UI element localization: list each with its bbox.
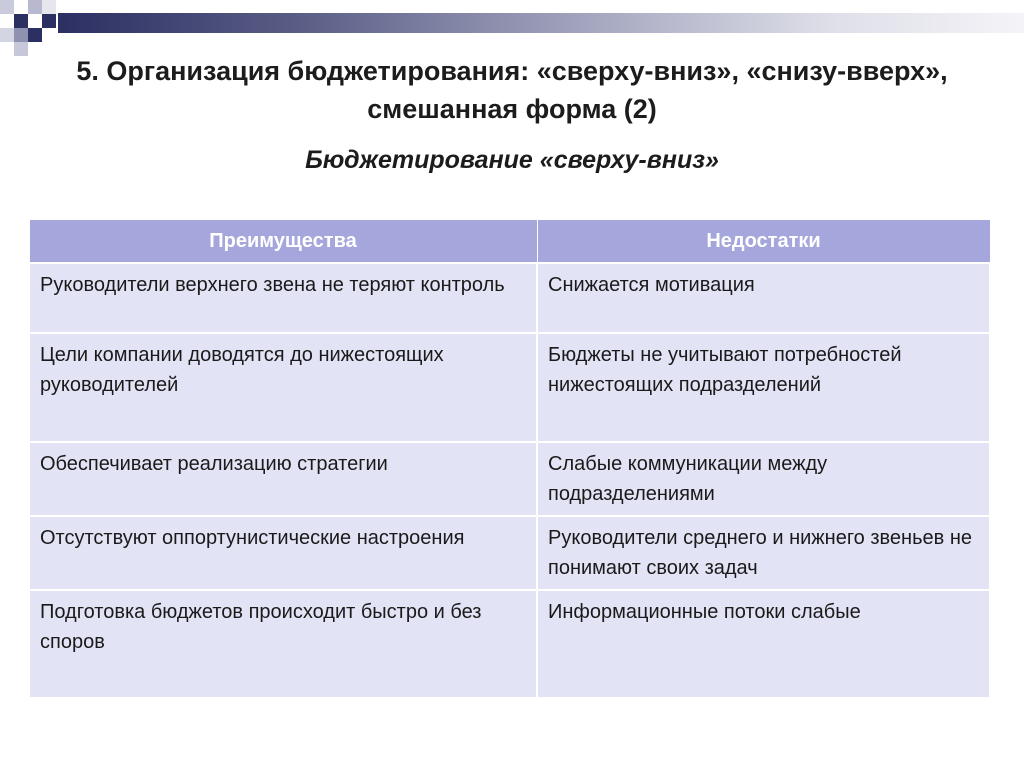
advantage-cell: Подготовка бюджетов происходит быстро и без споров (29, 590, 537, 698)
advantage-cell: Руководители верхнего звена не теряют контроль (29, 263, 537, 333)
table-row (29, 516, 990, 590)
table-row (29, 442, 990, 516)
disadvantage-cell: Слабые коммуникации между подразделениями (537, 442, 990, 516)
table-row (29, 333, 990, 442)
disadvantage-cell: Бюджеты не учитывают потребностей нижестоящих подразделений (537, 333, 990, 442)
deco-square (28, 14, 42, 28)
deco-square (14, 14, 28, 28)
header-advantages: Преимущества (29, 220, 537, 264)
header-disadvantages: Недостатки (537, 220, 990, 264)
disadvantage-cell: Руководители среднего и нижнего звеньев не понимают своих задач (537, 516, 990, 590)
deco-square (28, 0, 42, 14)
comparison-table (28, 219, 991, 699)
slide-subtitle: Бюджетирование «сверху-вниз» (305, 146, 719, 174)
table-row (29, 263, 990, 333)
deco-square (14, 0, 28, 14)
table-header-row (29, 220, 990, 264)
header-gradient-bar (58, 13, 1024, 33)
deco-square (0, 14, 14, 28)
disadvantage-cell: Информационные потоки слабые (537, 590, 990, 698)
advantage-cell: Обеспечивает реализацию стратегии (29, 442, 537, 516)
deco-square (14, 28, 28, 42)
disadvantage-cell: Снижается мотивация (537, 263, 990, 333)
table-row (29, 590, 990, 698)
deco-square (42, 0, 56, 14)
deco-square (28, 28, 42, 42)
advantage-cell: Цели компании доводятся до нижестоящих руководителей (29, 333, 537, 442)
deco-square (42, 14, 56, 28)
advantage-cell: Отсутствуют оппортунистические настроения (29, 516, 537, 590)
slide-title: 5. Организация бюджетирования: «сверху-вниз», «снизу-вверх», смешанная форма (2) (76, 56, 948, 124)
deco-square (14, 42, 28, 56)
deco-square (0, 28, 14, 42)
deco-square (0, 0, 14, 14)
